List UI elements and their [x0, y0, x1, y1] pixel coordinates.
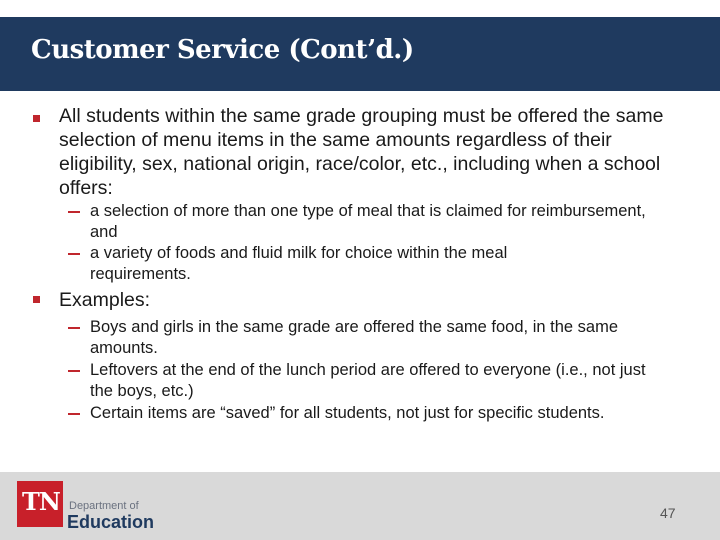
subitem-text: Certain items are “saved” for all students, not just for specific students.: [90, 404, 605, 422]
logo-department: Department of: [69, 500, 139, 512]
dash-icon: [68, 253, 80, 255]
dash-icon: [68, 370, 80, 372]
bullet-text: Examples:: [59, 289, 151, 311]
bullet-text: All students within the same grade grouping must be offered the same selection of menu items in the same amounts regardless of their eligibility, sex, national origin, race/color, etc., including when a school offers:: [59, 105, 664, 199]
dash-icon: [68, 413, 80, 415]
bullet-square-icon: [33, 296, 40, 303]
page-number: 47: [660, 505, 676, 521]
subitem-text: a selection of more than one type of meal that is claimed for reimbursement, and: [90, 202, 646, 241]
subitem-text: Leftovers at the end of the lunch period are offered to everyone (i.e., not just the boys, etc.): [90, 361, 646, 400]
bullet-square-icon: [33, 115, 40, 122]
dash-icon: [68, 327, 80, 329]
logo-name: Education: [67, 512, 155, 532]
logo-mark: TN: [22, 487, 60, 516]
subitem-text: a variety of foods and fluid milk for choice within the meal requirements.: [90, 244, 508, 283]
dash-icon: [68, 211, 80, 213]
subitem-text: Boys and girls in the same grade are offered the same food, in the same amounts.: [90, 318, 618, 357]
slide-title: Customer Service (Cont’d.): [31, 35, 414, 65]
